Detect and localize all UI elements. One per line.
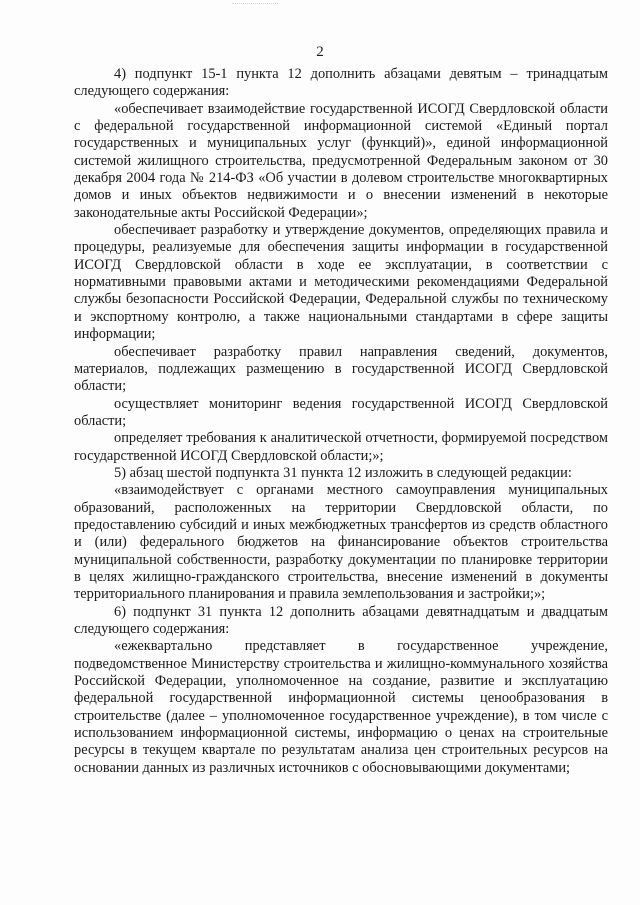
paragraph-submission-rules: обеспечивает разработку правил направления сведений, документов, материалов, подлежащих размещению в государственной ИСОГД Свердловской области; bbox=[74, 343, 608, 395]
paragraph-municipal-interaction: «взаимодействует с органами местного самоуправления муниципальных образований, расположенных на территории Свердловской области, по предоставлению субсидий и иных межбюджетных трансфертов из средств областного и (или) федерального бюджетов на финансирование объектов строительства муниципальной собственности, разработку документации по планировке территории в целях жилищно-гражданского строительства, внесение изменений в документы территориального планирования и правила землепользования и застройки;»; bbox=[74, 482, 608, 603]
page-number: 2 bbox=[316, 44, 324, 60]
paragraph-reporting: определяет требования к аналитической отчетности, формируемой посредством государственной ИСОГД Свердловской области;»; bbox=[74, 430, 608, 464]
paragraph-item-5: 5) абзац шестой подпункта 31 пункта 12 изложить в следующей редакции: bbox=[114, 464, 572, 481]
paragraph-item-6: 6) подпункт 31 пункта 12 дополнить абзацами девятнадцатым и двадцатым следующего содержания: bbox=[74, 603, 608, 637]
paragraph-quarterly-prices: «ежеквартально представляет в государственное учреждение, подведомственное Министерству строительства и жилищно-коммунального хозяйства Российской Федерации, уполномоченное на создание, развитие и эксплуатацию федеральной государственной информационной системы ценообразования в строительстве (далее – уполномоченное государственное учреждение), в том числе с использованием информационной системы, информацию о ценах на строительные ресурсы в текущем квартале по результатам анализа цен строительных ресурсов на основании данных из различных источников с обосновывающими документами; bbox=[74, 638, 608, 776]
scan-artifact bbox=[232, 3, 278, 7]
paragraph-security-documents: обеспечивает разработку и утверждение документов, определяющих правила и процедуры, реализуемые для обеспечения защиты информации в государственной ИСОГД Свердловской области в ходе ее эксплуатации, в соответствии с нормативными правовыми актами и методическими рекомендациями Федеральной службы безопасности Российской Федерации, Федеральной службы по техническому и экспортному контролю, а также национальными стандартами в сфере защиты информации; bbox=[74, 222, 608, 343]
document-body bbox=[74, 66, 608, 777]
paragraph-isogd-interaction: «обеспечивает взаимодействие государственной ИСОГД Свердловской области с федеральной государственной информационной системой «Единый портал государственных и муниципальных услуг (функций)», единой информационной системой жилищного строительства, предусмотренной Федеральным законом от 30 декабря 2004 года № 214-ФЗ «Об участии в долевом строительстве многоквартирных домов и иных объектов недвижимости и о внесении изменений в некоторые законодательные акты Российской Федерации»; bbox=[74, 100, 608, 221]
paragraph-item-4: 4) подпункт 15-1 пункта 12 дополнить абзацами девятым – тринадцатым следующего содержания: bbox=[74, 66, 608, 100]
paragraph-monitoring: осуществляет мониторинг ведения государственной ИСОГД Свердловской области; bbox=[74, 395, 608, 429]
